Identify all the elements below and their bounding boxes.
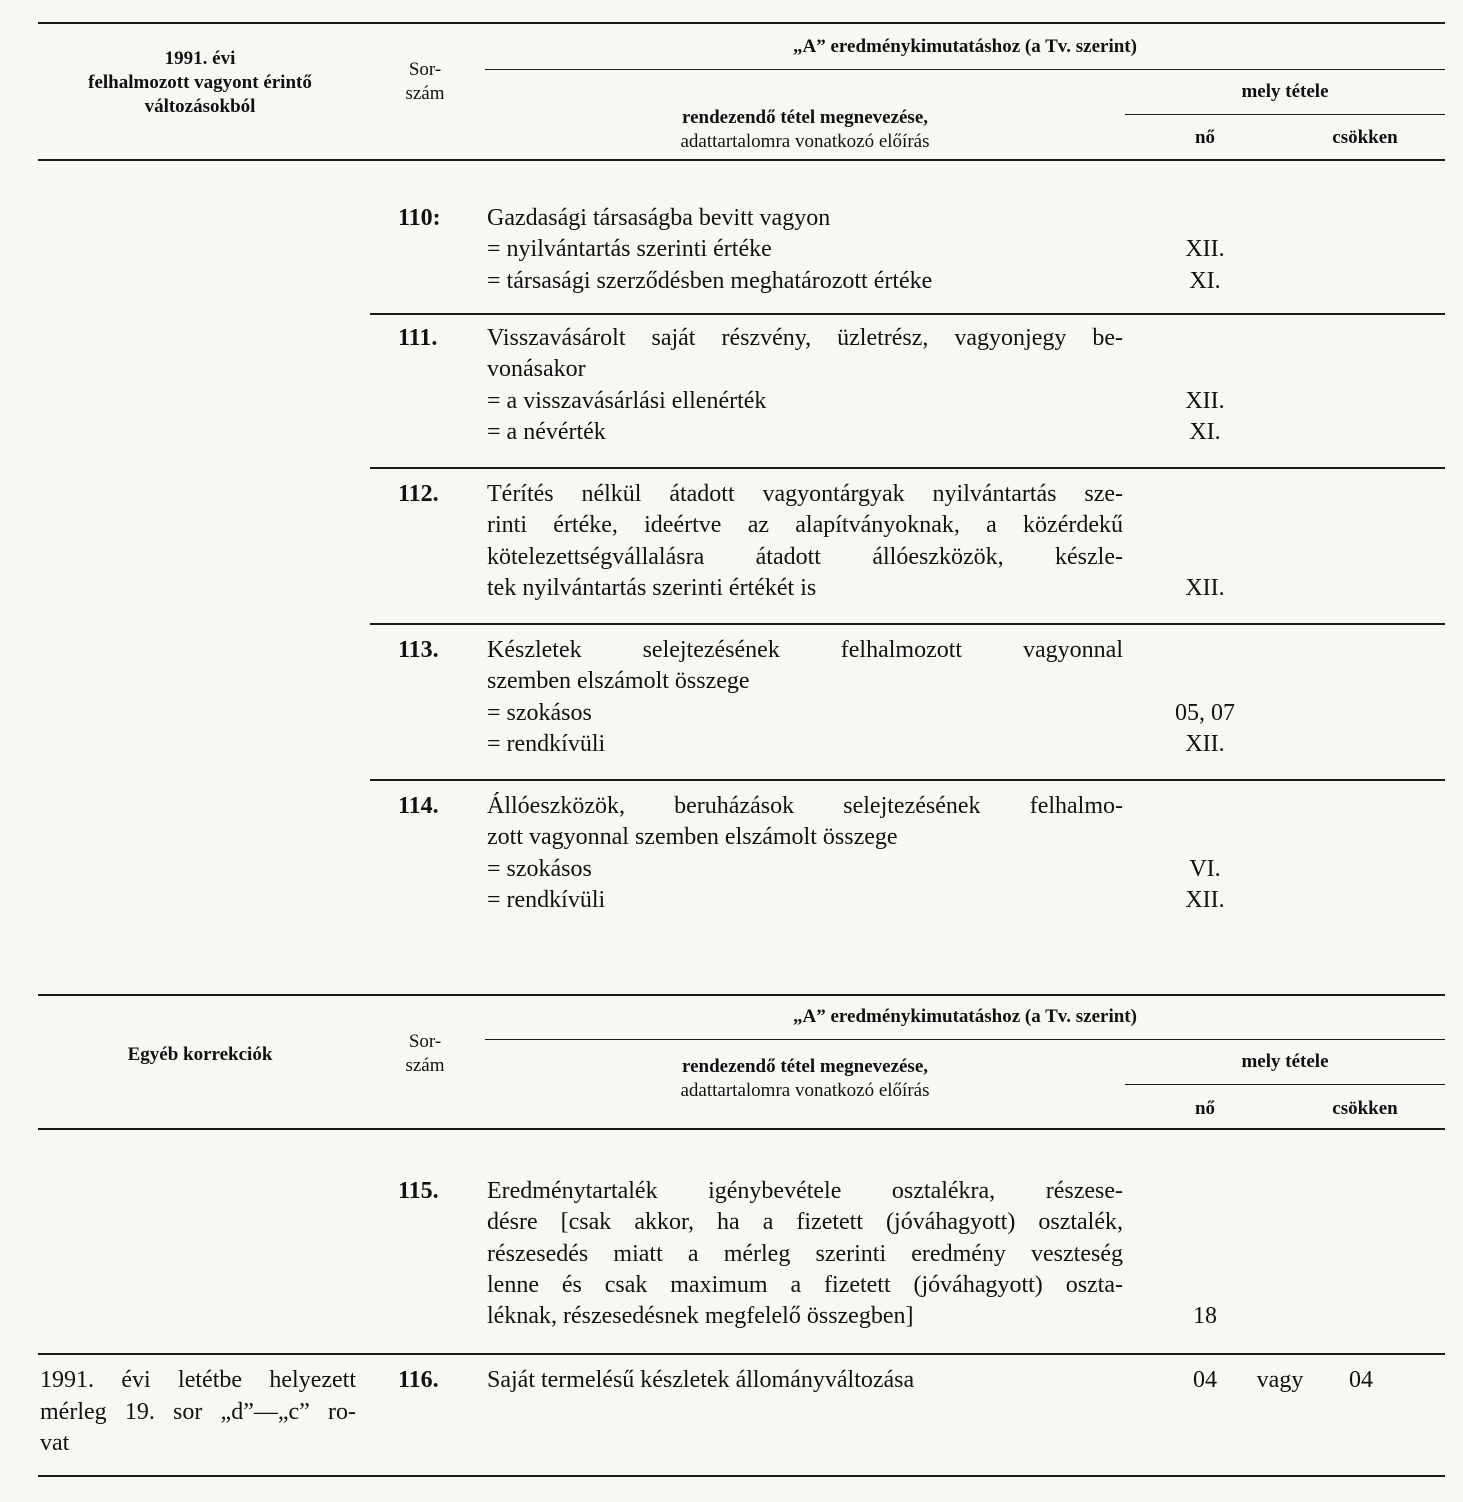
- increase-value: 05, 07: [1175, 699, 1235, 726]
- header-line: rendezendő tétel megnevezése,: [681, 107, 929, 128]
- left-line: mérleg 19. sor „d”—„c” ro-: [40, 1398, 356, 1425]
- item-line: = a visszavásárlási ellenérték: [487, 387, 767, 414]
- which-item-header: mely tétele: [1241, 81, 1329, 102]
- header-line: szám: [405, 83, 445, 104]
- rule: [485, 1039, 1445, 1040]
- header-line: Sor-: [408, 1031, 442, 1052]
- item-line: Készletek selejtezésének felhalmozott vagyonnal: [487, 637, 1123, 663]
- item-line: szemben elszámolt összege: [487, 668, 750, 695]
- or-label: vagy: [1256, 1367, 1304, 1393]
- increase-value: 04: [1193, 1367, 1217, 1393]
- increase-value: VI.: [1189, 855, 1221, 882]
- description-column-header: [580, 1055, 1030, 1103]
- item-line: Visszavásárolt saját részvény, üzletrész, vagyonjegy be-: [487, 325, 1123, 351]
- item-line: = rendkívüli: [487, 730, 606, 757]
- rule: [38, 1353, 1445, 1355]
- row-number: 115.: [398, 1178, 439, 1204]
- header-line: rendezendő tétel megnevezése,: [681, 1056, 929, 1077]
- header-line: változásokból: [144, 96, 256, 117]
- header-line: felhalmozott vagyont érintő: [88, 72, 312, 93]
- increase-value: XII.: [1185, 886, 1225, 913]
- decrease-column-header: csökken: [1332, 127, 1398, 148]
- item-line: désre [csak akkor, ha a fizetett (jóváhagyott) osztalék,: [487, 1209, 1123, 1236]
- item-line: = nyilvántartás szerinti értéke: [487, 236, 772, 263]
- header-line: adattartalomra vonatkozó előírás: [680, 1080, 930, 1101]
- item-line: = szokásos: [487, 699, 592, 726]
- item-line: = rendkívüli: [487, 886, 606, 913]
- left-line: 1991. évi letétbe helyezett: [40, 1367, 356, 1393]
- increase-column-header: nő: [1194, 1098, 1216, 1119]
- rule: [370, 623, 1445, 625]
- item-line: Térítés nélkül átadott vagyontárgyak nyilvántartás sze-: [487, 481, 1123, 507]
- decrease-column-header: csökken: [1332, 1098, 1398, 1119]
- rule: [1125, 1084, 1445, 1085]
- rule: [370, 779, 1445, 781]
- row-number: 116.: [398, 1367, 439, 1393]
- left-column-header: [40, 47, 360, 119]
- left-column-header: [40, 1043, 360, 1067]
- item-line: léknak, részesedésnek megfelelő összegben]: [487, 1303, 914, 1330]
- item-line: Eredménytartalék igénybevétele osztalékra, részese-: [487, 1178, 1123, 1204]
- item-line: Gazdasági társaságba bevitt vagyon: [487, 205, 831, 231]
- rule: [1125, 114, 1445, 115]
- row-116-left-text: [40, 1365, 356, 1460]
- rule: [38, 994, 1445, 996]
- increase-value: XI.: [1189, 267, 1221, 294]
- rule: [38, 1475, 1445, 1477]
- sorszam-header: [380, 58, 470, 106]
- row-number: 113.: [398, 637, 439, 663]
- item-line: zott vagyonnal szemben elszámolt összege: [487, 824, 898, 851]
- increase-value: XII.: [1185, 574, 1225, 601]
- rule: [370, 313, 1445, 315]
- item-text: Saját termelésű készletek állományváltozása: [487, 1367, 915, 1393]
- header-line: Egyéb korrekciók: [127, 1044, 273, 1065]
- header-line: adattartalomra vonatkozó előírás: [680, 131, 930, 152]
- item-line: részesedés miatt a mérleg szerinti eredmény veszteség: [487, 1240, 1123, 1267]
- description-column-header: [580, 106, 1030, 154]
- row-number: 112.: [398, 481, 439, 507]
- increase-value: XII.: [1185, 730, 1225, 757]
- item-line: kötelezettségvállalásra átadott állóeszközök, készle-: [487, 543, 1123, 570]
- which-item-header: mely tétele: [1241, 1051, 1329, 1072]
- header-line: szám: [405, 1055, 445, 1076]
- item-line: tek nyilvántartás szerinti értékét is: [487, 574, 817, 601]
- increase-value: XII.: [1185, 236, 1225, 263]
- sorszam-header: [380, 1030, 470, 1078]
- rule: [38, 159, 1445, 161]
- item-line: = szokásos: [487, 855, 592, 882]
- item-line: rinti értéke, ideértve az alapítványoknak, a közérdekű: [487, 512, 1123, 539]
- row-number: 114.: [398, 793, 439, 819]
- rule: [38, 1128, 1445, 1130]
- left-line: vat: [40, 1430, 70, 1456]
- item-line: = a névérték: [487, 418, 606, 445]
- rule: [38, 22, 1445, 24]
- increase-value: XI.: [1189, 418, 1221, 445]
- increase-column-header: nő: [1194, 127, 1216, 148]
- rule: [485, 69, 1445, 70]
- group-header: „A” eredménykimutatáshoz (a Tv. szerint): [793, 1006, 1137, 1027]
- item-line: vonásakor: [487, 356, 586, 383]
- decrease-value: 04: [1349, 1367, 1373, 1393]
- item-line: = társasági szerződésben meghatározott értéke: [487, 267, 933, 294]
- item-line: lenne és csak maximum a fizetett (jóváhagyott) oszta-: [487, 1271, 1123, 1298]
- header-line: 1991. évi: [164, 48, 236, 69]
- increase-value: 18: [1193, 1303, 1217, 1330]
- row-number: 110:: [398, 205, 441, 231]
- rule: [370, 467, 1445, 469]
- header-line: Sor-: [408, 59, 442, 80]
- row-number: 111.: [398, 325, 438, 351]
- group-header: „A” eredménykimutatáshoz (a Tv. szerint): [793, 36, 1137, 57]
- increase-value: XII.: [1185, 387, 1225, 414]
- item-line: Állóeszközök, beruházások selejtezésének felhalmo-: [487, 793, 1123, 819]
